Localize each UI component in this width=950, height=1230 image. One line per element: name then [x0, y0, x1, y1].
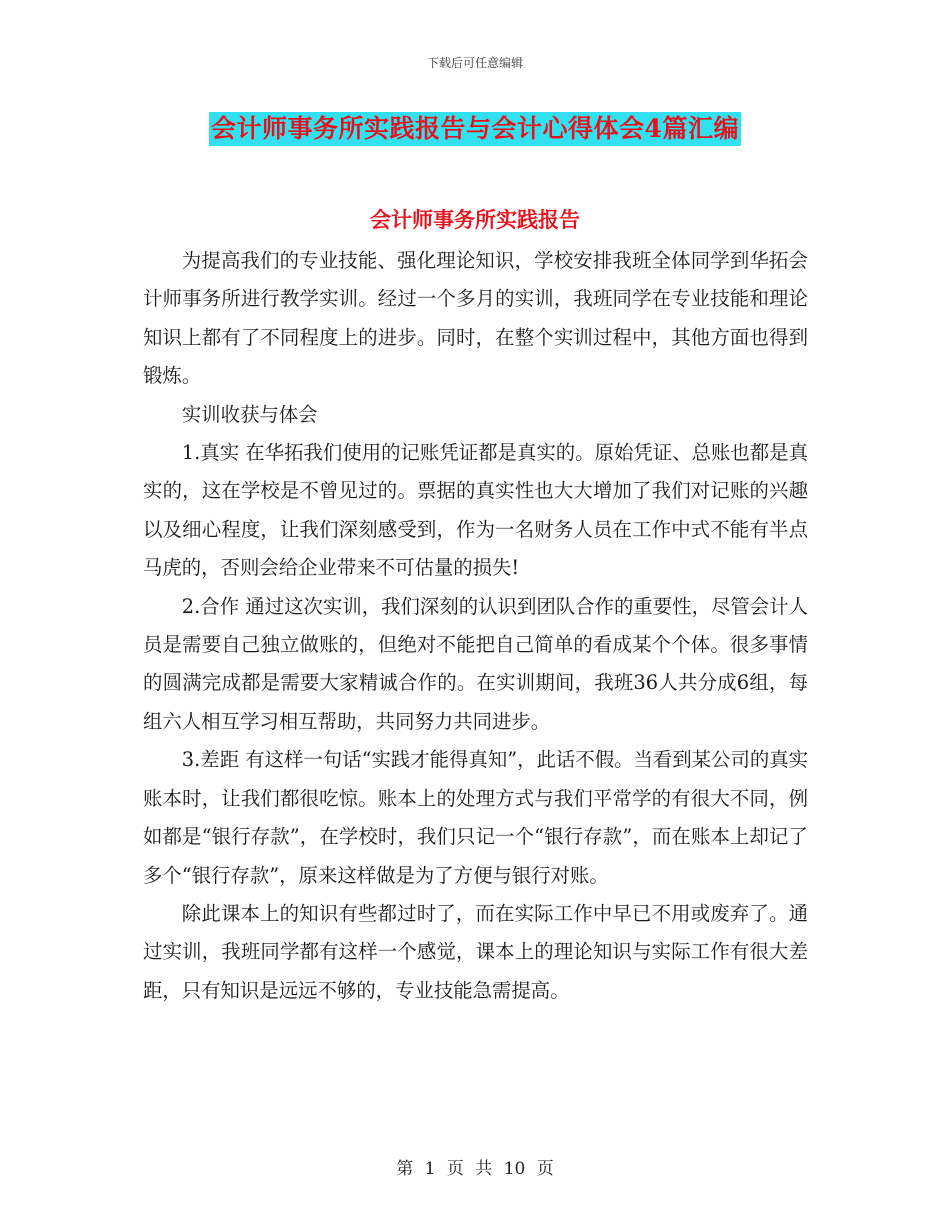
paragraph-subheading: 实训收获与体会: [181, 402, 318, 426]
paragraph-point-3: 3.差距 有这样一句话“实践才能得真知”，此话不假。当看到某公司的真实账本时，让我们都很吃惊。账本上的处理方式与我们平常学的有很大不同，例如都是“银行存款”，在学校时，我们只记一个“银行存款”，而在账本上却记了多个“银行存款”，原来这样做是为了方便与银行对账。: [143, 748, 809, 887]
body-text: [143, 242, 808, 1010]
document-title: 会计师事务所实践报告与会计心得体会4篇汇编: [209, 112, 741, 146]
paragraph-point-1: 1.真实 在华拓我们使用的记账凭证都是真实的。原始凭证、总账也都是真实的，这在学校是不曾见过的。票据的真实性也大大增加了我们对记账的兴趣以及细心程度，让我们深刻感受到，作为一名财务人员在工作中式不能有半点马虎的，否则会给企业带来不可估量的损失!: [143, 441, 808, 580]
page-footer: 第 1 页 共 10 页: [396, 1159, 554, 1179]
paragraph-point-2: 2.合作 通过这次实训，我们深刻的认识到团队合作的重要性，尽管会计人员是需要自己独立做账的，但绝对不能把自己简单的看成某个个体。很多事情的圆满完成都是需要大家精诚合作的。在实训期间，我班36人共分成6组，每组六人相互学习相互帮助，共同努力共同进步。: [143, 594, 808, 733]
document-title-wrap: [0, 112, 950, 146]
paragraph-intro: 为提高我们的专业技能、强化理论知识，学校安排我班全体同学到华拓会计师事务所进行教学实训。经过一个多月的实训，我班同学在专业技能和理论知识上都有了不同程度上的进步。同时，在整个实训过程中，其他方面也得到锻炼。: [143, 249, 808, 388]
header-note: 下载后可任意编辑: [426, 56, 523, 70]
section-title: 会计师事务所实践报告: [370, 207, 580, 232]
paragraph-conclusion: 除此课本上的知识有些都过时了，而在实际工作中早已不用或废弃了。通过实训，我班同学都有这样一个感觉，课本上的理论知识与实际工作有很大差距，只有知识是远远不够的，专业技能急需提高。: [143, 901, 808, 1002]
